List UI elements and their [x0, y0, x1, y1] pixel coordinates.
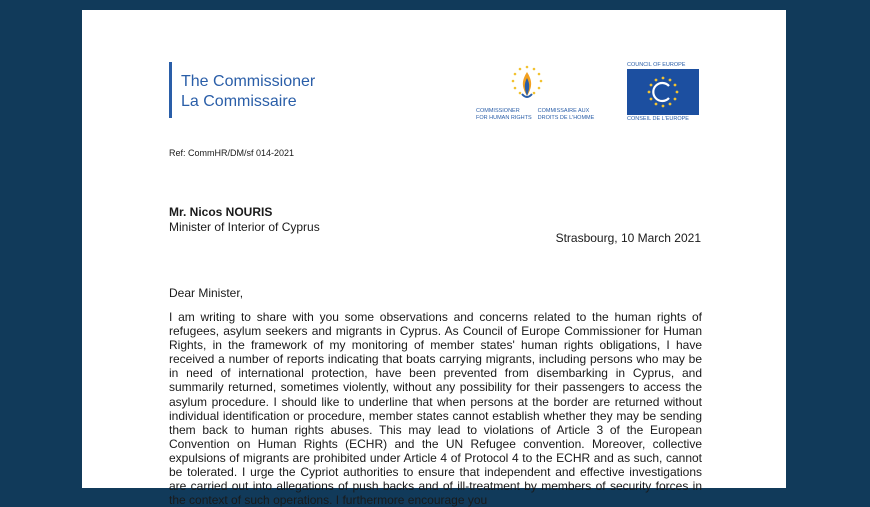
place-and-date: Strasbourg, 10 March 2021	[555, 231, 701, 245]
coe-caption-french: CONSEIL DE L'EUROPE	[627, 116, 689, 122]
council-of-europe-logo	[627, 62, 705, 123]
salutation: Dear Minister,	[169, 286, 244, 300]
chr-caption-fr-2: DROITS DE L'HOMME	[537, 115, 595, 121]
brand-english: The Commissioner	[181, 73, 316, 90]
chr-caption-fr-1: COMMISSAIRE AUX	[537, 108, 590, 114]
recipient-name: Mr. Nicos NOURIS	[169, 205, 273, 219]
chr-caption-en-1: COMMISSIONER	[476, 108, 520, 114]
letter-page	[82, 10, 786, 507]
recipient-title: Minister of Interior of Cyprus	[169, 220, 320, 234]
brand-divider	[169, 62, 172, 118]
commissioner-logo	[476, 64, 595, 122]
chr-caption-en-2: FOR HUMAN RIGHTS	[476, 115, 532, 121]
reference-number: Ref: CommHR/DM/sf 014-2021	[169, 148, 295, 158]
letter-body: I am writing to share with you some observations and concerns related to the human rights of refugees, asylum seekers and migrants in Cyprus. As Council of Europe Commissioner for Human Rights, in the framework of my monitoring of member states' human rights obligations, I have received a number of reports indicating that boats carrying migrants, including persons who may be in need of international protection, have been prevented from disembarking in Cyprus, and summarily returned, sometimes violently, without any possibility for their passengers to access the asylum procedure. I should like to underline that when persons at the border are returned without individual identification or procedure, member states cannot establish whether they may be sending them back to human rights abuses. This may lead to violations of Article 3 of the European Convention on Human Rights (ECHR) and the UN Refugee convention. Moreover, collective expulsions of migrants are prohibited under Article 4 of Protocol 4 to the ECHR and as such, cannot be tolerated. I urge the Cypriot authorities to ensure that independent and effective investigations are carried out into allegations of push backs and of ill-treatment by members of security forces in the context of such operations. I furthermore encourage you	[169, 310, 702, 507]
addressee-block	[169, 205, 320, 235]
commissioner-brand	[181, 72, 315, 112]
coe-flag-icon	[627, 69, 699, 115]
brand-french: La Commissaire	[181, 93, 297, 110]
flame-logo-icon	[508, 64, 546, 104]
coe-caption-english: COUNCIL OF EUROPE	[627, 62, 686, 68]
